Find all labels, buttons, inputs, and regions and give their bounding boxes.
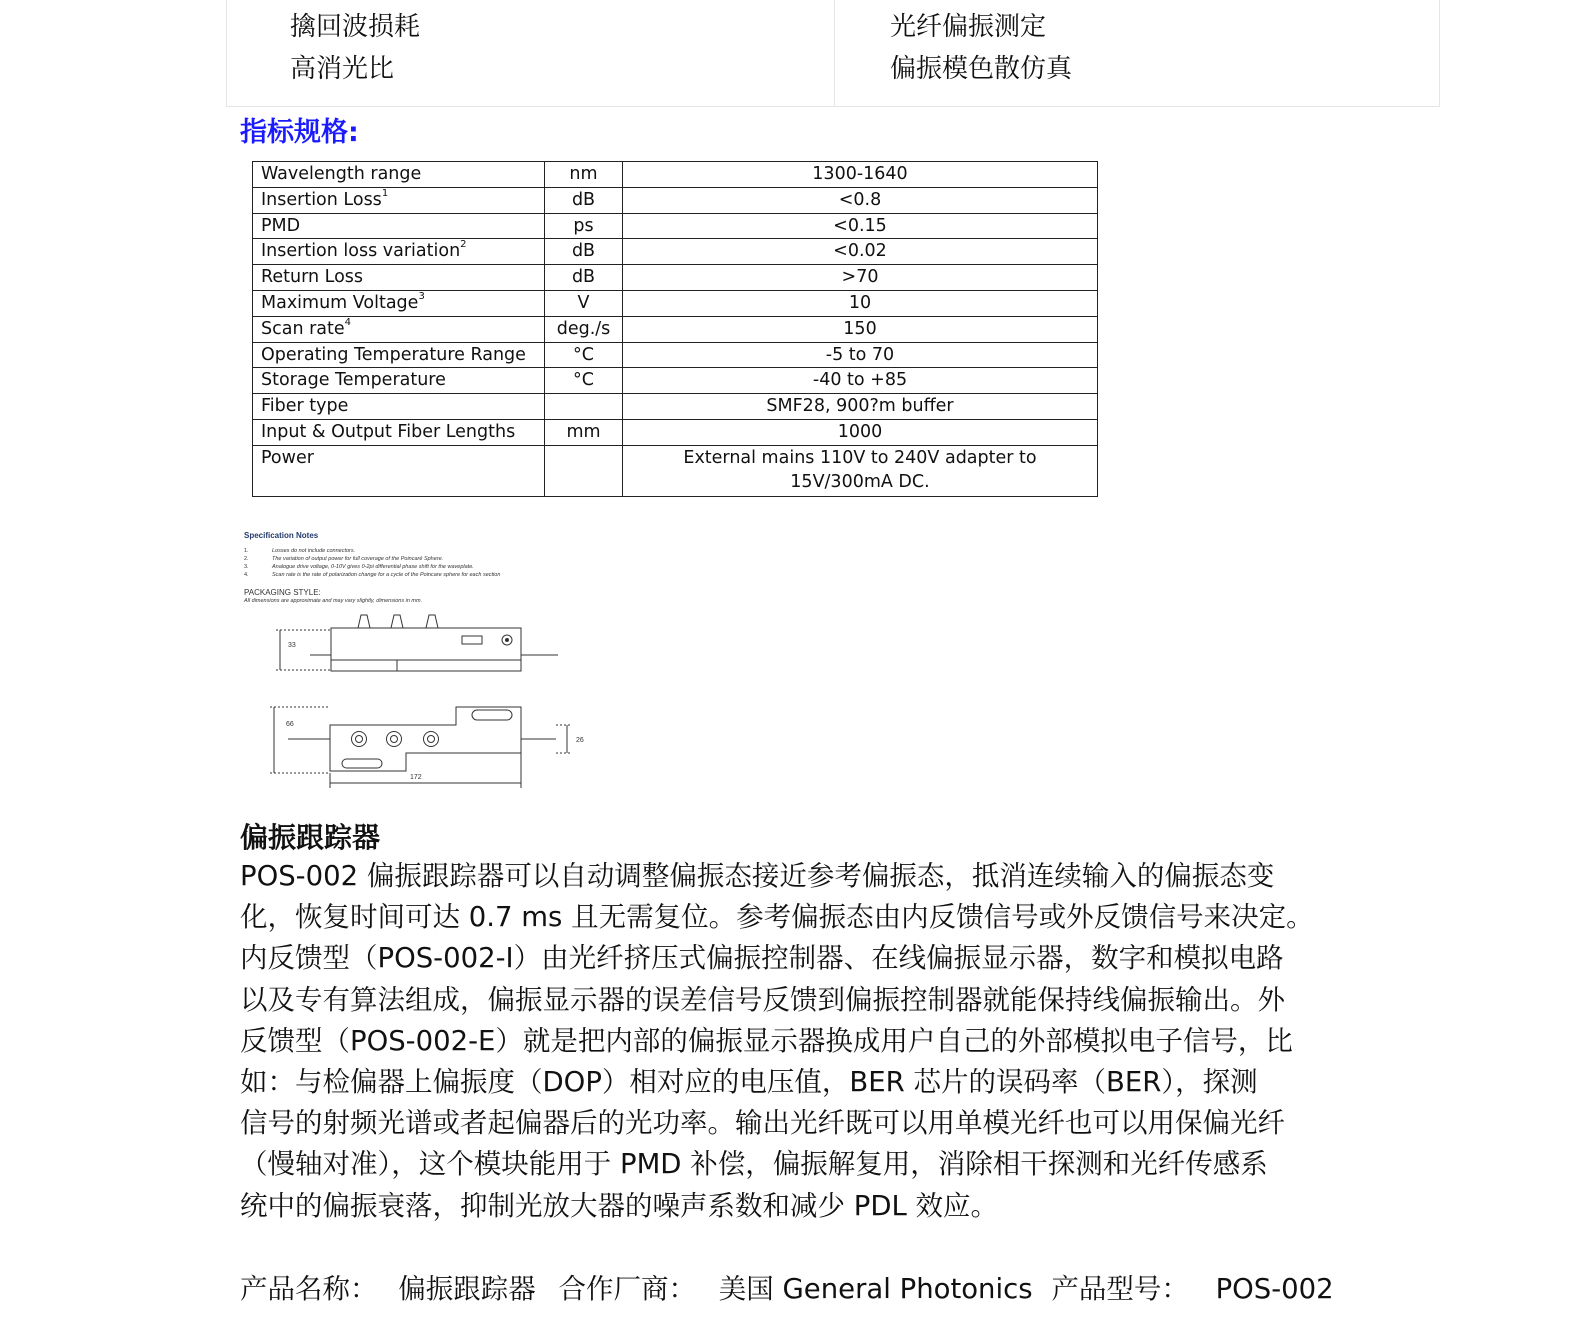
spec-value: External mains 110V to 240V adapter to 15V/300mA DC. <box>623 445 1098 496</box>
spec-value: 1000 <box>623 419 1098 445</box>
side-view-body <box>331 628 521 660</box>
spec-unit: °C <box>545 368 623 394</box>
packaging-subtitle: All dimensions are approximate and may vary slightly, dimensions in mm. <box>244 598 423 604</box>
maker-value: 美国 General Photonics <box>718 1273 1033 1305</box>
paragraph-line: 反馈型（POS-002-E）就是把内部的偏振显示器换成用户自己的外部模拟电子信号，比 <box>240 1024 1293 1057</box>
column-divider <box>834 0 835 106</box>
spec-row <box>253 368 1098 394</box>
spec-value: 10 <box>623 290 1098 316</box>
paragraph-line: 化，恢复时间可达 0.7 ms 且无需复位。参考偏振态由内反馈信号或外反馈信号来决定。 <box>240 901 1314 934</box>
spec-row <box>253 316 1098 342</box>
spec-param: Insertion Loss$^1$ <box>253 187 545 213</box>
dim-label-33: 33 <box>288 642 296 649</box>
spec-param: Wavelength range <box>253 162 545 188</box>
spec-row <box>253 162 1098 188</box>
side-view-base <box>331 660 521 671</box>
product-info <box>240 1266 1334 1306</box>
spec-value: 1300-1640 <box>623 162 1098 188</box>
spec-unit: nm <box>545 162 623 188</box>
spec-row <box>253 290 1098 316</box>
spec-value: >70 <box>623 265 1098 291</box>
application-item: 光纤偏振测定 <box>890 12 1047 42</box>
spec-row <box>253 239 1098 265</box>
knob <box>426 615 438 628</box>
dim-label-66: 66 <box>286 721 294 728</box>
knob-top <box>424 732 439 747</box>
spec-row <box>253 265 1098 291</box>
spec-param: Operating Temperature Range <box>253 342 545 368</box>
spec-heading: 指标规格: <box>240 117 359 148</box>
feature-item: 高消光比 <box>290 54 395 84</box>
spec-param: Maximum Voltage$^3$ <box>253 290 545 316</box>
product-name-value: 偏振跟踪器 <box>398 1273 536 1305</box>
spec-param: Power <box>253 445 545 496</box>
spec-note: 4. Scan rate is the rate of polarization change for a cycle of the Poincare sphere for each section <box>244 572 501 578</box>
maker-label: 合作厂商： <box>558 1273 696 1305</box>
paragraph-line: 信号的射频光谱或者起偏器后的光功率。输出光纤既可以用单模光纤也可以用保偏光纤 <box>240 1107 1285 1140</box>
spec-unit: deg./s <box>545 316 623 342</box>
knob <box>391 615 403 628</box>
spec-row <box>253 187 1098 213</box>
dim-label-26: 26 <box>576 737 584 744</box>
model-value: POS-002 <box>1215 1273 1334 1305</box>
spec-param: Storage Temperature <box>253 368 545 394</box>
spec-unit: dB <box>545 239 623 265</box>
spec-note: 2. The variation of output power for full coverage of the Poincaré Sphere. <box>244 556 444 562</box>
packaging-title: PACKAGING STYLE: <box>244 588 321 597</box>
spec-value: 150 <box>623 316 1098 342</box>
spec-notes-title: Specification Notes <box>244 531 319 540</box>
paragraph-line: 内反馈型（POS-002-I）由光纤挤压式偏振控制器、在线偏振显示器，数字和模拟电路 <box>240 942 1284 975</box>
knob <box>358 615 370 628</box>
knob-top <box>352 732 367 747</box>
spec-row <box>253 213 1098 239</box>
spec-unit <box>545 445 623 496</box>
spec-note: 3. Analogue drive voltage, 0-10V gives 0-2pi differential phase shift for the waveplate. <box>244 564 474 570</box>
spec-param: Input & Output Fiber Lengths <box>253 419 545 445</box>
spec-unit: dB <box>545 265 623 291</box>
spec-param: Return Loss <box>253 265 545 291</box>
description-paragraph <box>240 856 1340 1227</box>
packaging-drawing <box>260 608 600 798</box>
spec-value: <0.02 <box>623 239 1098 265</box>
spec-unit: V <box>545 290 623 316</box>
spec-value: -40 to +85 <box>623 368 1098 394</box>
spec-table <box>252 161 1098 497</box>
connector-port <box>462 636 482 644</box>
spec-unit: mm <box>545 419 623 445</box>
spec-param: Scan rate$^4$ <box>253 316 545 342</box>
spec-unit <box>545 394 623 420</box>
spec-param: Insertion loss variation$^2$ <box>253 239 545 265</box>
spec-param: Fiber type <box>253 394 545 420</box>
application-item: 偏振模色散仿真 <box>890 54 1073 84</box>
spec-value: -5 to 70 <box>623 342 1098 368</box>
paragraph-line: 如：与检偏器上偏振度（DOP）相对应的电压值，BER 芯片的误码率（BER），探测 <box>240 1066 1258 1099</box>
paragraph-line: 统中的偏振衰落，抑制光放大器的噪声系数和减少 PDL 效应。 <box>240 1189 999 1222</box>
spec-notes <box>244 531 501 578</box>
paragraph-line: （慢轴对准），这个模块能用于 PMD 补偿，偏振解复用，消除相干探测和光纤传感系 <box>240 1148 1268 1181</box>
spec-value: <0.15 <box>623 213 1098 239</box>
spec-note: 1. Losses do not include connectors. <box>244 548 356 554</box>
knob-top <box>387 732 402 747</box>
product-name-label: 产品名称： <box>240 1273 378 1305</box>
spec-row <box>253 342 1098 368</box>
slot <box>342 759 382 768</box>
slot <box>472 710 512 720</box>
spec-param: PMD <box>253 213 545 239</box>
section-title: 偏振跟踪器 <box>240 821 381 854</box>
spec-unit: dB <box>545 187 623 213</box>
paragraph-line: POS-002 偏振跟踪器可以自动调整偏振态接近参考偏振态，抵消连续输入的偏振态变 <box>240 860 1275 892</box>
spec-unit: ps <box>545 213 623 239</box>
top-view-body <box>330 707 521 771</box>
spec-row <box>253 445 1098 496</box>
spec-row <box>253 394 1098 420</box>
spec-row <box>253 419 1098 445</box>
spec-value: <0.8 <box>623 187 1098 213</box>
spec-unit: °C <box>545 342 623 368</box>
paragraph-line: 以及专有算法组成，偏振显示器的误差信号反馈到偏振控制器就能保持线偏振输出。外 <box>240 983 1285 1016</box>
dim-label-172: 172 <box>410 774 422 781</box>
spec-value: SMF28, 900?m buffer <box>623 394 1098 420</box>
model-label: 产品型号： <box>1051 1273 1189 1305</box>
feature-item: 擒回波损耗 <box>290 12 421 42</box>
